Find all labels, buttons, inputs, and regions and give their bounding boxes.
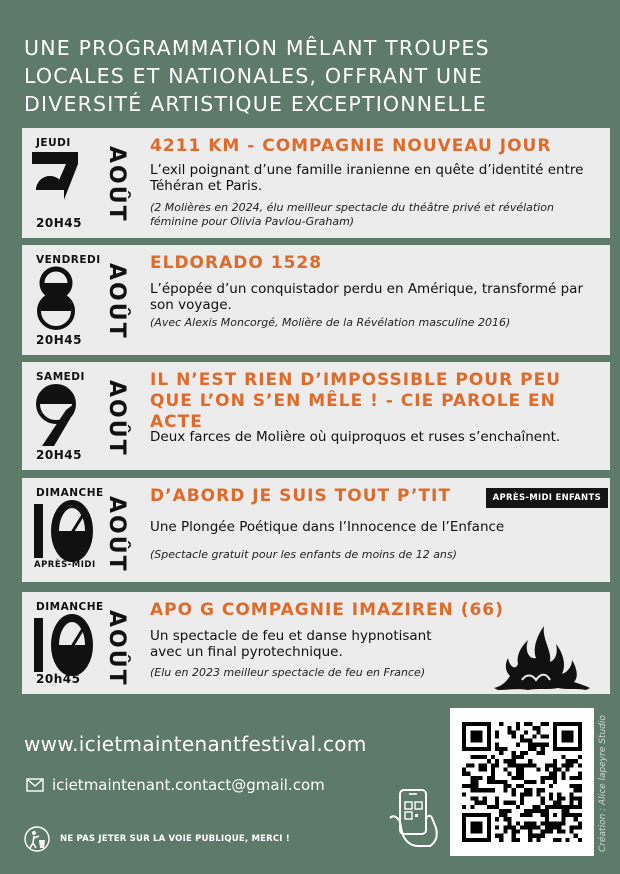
event-title: [150, 370, 610, 433]
event-day: SAMEDI: [36, 371, 85, 383]
event-description: Deux farces de Molière où quiproquos et ruses s’enchaînent.: [150, 429, 561, 445]
kids-badge: APRÈS-MIDI ENFANTS: [486, 488, 608, 508]
envelope-icon: [26, 778, 44, 792]
fire-flames-icon: [492, 624, 592, 690]
qr-code[interactable]: [450, 708, 594, 856]
event-month: AOÛT: [104, 262, 129, 340]
event-month: AOÛT: [104, 379, 129, 457]
event-date: [22, 128, 140, 238]
event-description: L’épopée d’un conquistador perdu en Amérique, transformé par son voyage.: [150, 281, 584, 313]
event-month: AOÛT: [104, 145, 129, 223]
phone-scan-icon: [386, 788, 442, 850]
event-time: 20h45: [36, 672, 81, 686]
event-date: [22, 245, 140, 355]
event-card-dimanche-apres-midi: [22, 478, 610, 582]
event-month: AOÛT: [104, 495, 129, 573]
event-note: (Avec Alexis Moncorgé, Molière de la Révélation masculine 2016): [150, 316, 511, 329]
event-card-samedi: [22, 362, 610, 470]
festival-website-link[interactable]: www.icietmaintenantfestival.com: [24, 732, 367, 756]
page-headline: UNE PROGRAMMATION MÊLANT TROUPES LOCALES ET NATIONALES, OFFRANT UNE DIVERSITÉ ARTISTIQUE EXCEPTIONNELLE: [24, 36, 490, 116]
design-credit: Création : Alice lapeyre Studio: [598, 715, 608, 853]
event-title-line-1: IL N’EST RIEN D’IMPOSSIBLE POUR PEU: [150, 370, 562, 390]
event-description: L’exil poignant d’une famille iranienne en quête d’identité entre Téhéran et Paris.: [150, 162, 584, 194]
event-day: VENDREDI: [36, 254, 101, 266]
event-time: 20H45: [36, 333, 82, 347]
event-note: (Spectacle gratuit pour les enfants de moins de 12 ans): [150, 548, 457, 561]
recycle-notice: [24, 826, 290, 852]
event-day: JEUDI: [36, 137, 71, 149]
event-month: AOÛT: [104, 609, 129, 687]
event-title: 4211 KM - COMPAGNIE NOUVEAU JOUR: [150, 136, 552, 156]
event-card-vendredi: [22, 245, 610, 355]
event-title-line-2: QUE L’ON S’EN MÊLE ! - CIE PAROLE EN ACTE: [150, 391, 556, 432]
event-date: [22, 592, 140, 694]
event-card-dimanche-soir: [22, 592, 610, 694]
event-date: [22, 478, 140, 582]
event-title: D’ABORD JE SUIS TOUT P’TIT: [150, 486, 451, 506]
litter-bin-person-icon: [24, 826, 50, 852]
event-day: DIMANCHE: [36, 487, 104, 499]
footer-note-text: NE PAS JETER SUR LA VOIE PUBLIQUE, MERCI !: [60, 834, 290, 844]
event-title: ELDORADO 1528: [150, 253, 323, 273]
email-address[interactable]: icietmaintenant.contact@gmail.com: [52, 776, 325, 794]
event-time: 20H45: [36, 216, 82, 230]
event-description: Un spectacle de feu et danse hypnotisant avec un final pyrotechnique.: [150, 628, 432, 660]
event-time: APRÈS-MIDI: [34, 560, 96, 570]
event-date: [22, 362, 140, 470]
event-note: (2 Molières en 2024, élu meilleur spectacle du théâtre privé et révélation féminine pour Olivia Pavlou-Graham): [150, 201, 554, 228]
event-description: Une Plongée Poétique dans l’Innocence de l’Enfance: [150, 519, 505, 535]
event-day: DIMANCHE: [36, 601, 104, 613]
event-title: APO G COMPAGNIE IMAZIREN (66): [150, 600, 504, 620]
event-card-jeudi: [22, 128, 610, 238]
event-time: 20H45: [36, 448, 82, 462]
contact-email[interactable]: [26, 776, 325, 794]
event-note: (Elu en 2023 meilleur spectacle de feu en France): [150, 666, 426, 679]
